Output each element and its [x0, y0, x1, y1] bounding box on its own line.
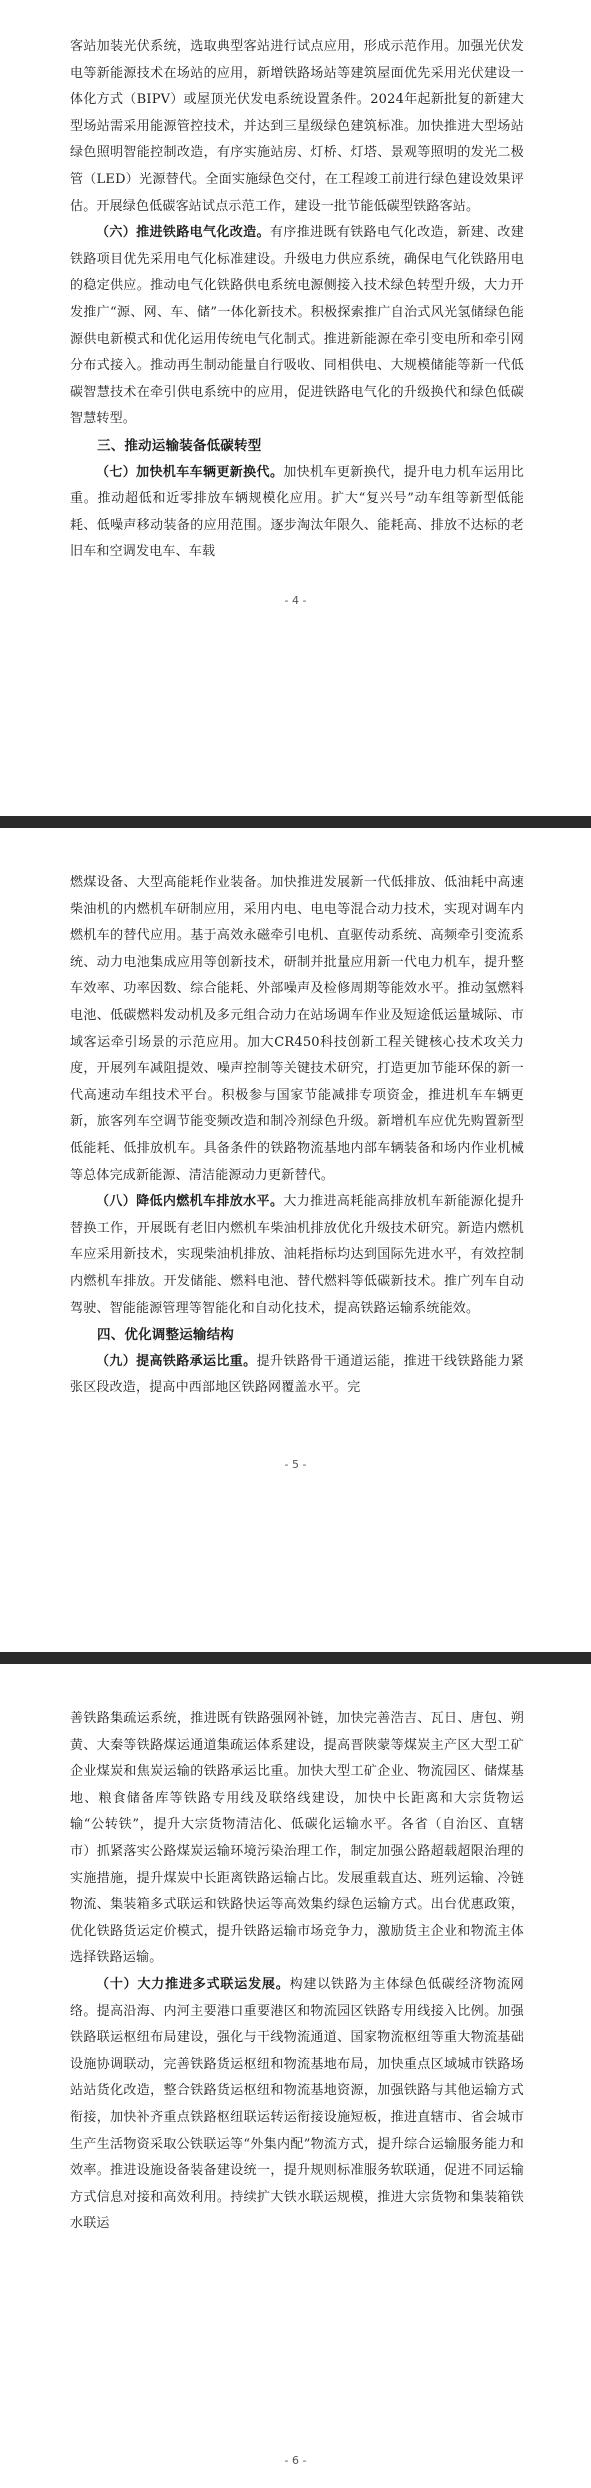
- page-body: [70, 1706, 524, 2238]
- paragraph-continued: 客站加装光伏系统，选取典型客站进行试点应用，形成示范作用。加强光伏发电等新能源技术在场站的应用，新增铁路场站等建筑屋面优先采用光伏建设一体化方式（BIPV）或屋顶光伏发电系统设置条件。2024年起新批复的新建大型场站需采用能源管控技术，并达到三星级绿色建筑标准。加快推进大型场站绿色照明智能控制改造，有序实施站房、灯桥、灯塔、景观等照明的发光二极管（LED）光源替代。全面实施绿色交付，在工程竣工前进行绿色建设效果评估。开展绿色低碳客站试点示范工作，建设一批节能低碳型铁路客站。: [70, 39, 524, 214]
- page-body: [70, 870, 524, 1402]
- page-6: [0, 1664, 591, 2488]
- paragraph-10: [70, 1972, 524, 2238]
- paragraph-text: 加快机车更新换代，提升电力机车运用比重。推动超低和近零排放车辆规模化应用。扩大“复兴号”动车组等新型低能耗、低噪声移动装备的应用范围。逐步淘汰年限久、能耗高、排放不达标的老旧车和空调发电车、车载: [70, 464, 524, 560]
- paragraph-text: 提升铁路骨干通道运能，推进干线铁路能力紧张区段改造，提高中西部地区铁路网覆盖水平。完: [70, 1353, 524, 1396]
- paragraph-lead: （六）推进铁路电气化改造。: [96, 225, 270, 241]
- page-body: [70, 34, 524, 566]
- paragraph-6: [70, 220, 524, 433]
- paragraph-7: [70, 460, 524, 566]
- paragraph-text: 有序推进既有铁路电气化改造，新建、改建铁路项目优先采用电气化标准建设。升级电力供应系统，确保电气化铁路用电的稳定供应。推动电气化铁路供电系统电源侧接入技术绿色转型升级，大力开发推广“源、网、车、储”一体化新技术。积极探索推广自治式风光氢储绿色能源供电新模式和优化运用传统电气化制式。推进新能源在牵引变电所和牵引网分布式接入。推动再生制动能量自行吸收、同相供电、大规模储能等新一代低碳智慧技术在牵引供电系统中的应用，促进铁路电气化的升级换代和绿色低碳智慧转型。: [70, 225, 524, 427]
- page-5: [0, 828, 591, 1652]
- page-4: [0, 0, 591, 816]
- paragraph-lead: （十）大力推进多式联运发展。: [96, 1976, 290, 1992]
- paragraph-lead: （八）降低内燃机车排放水平。: [96, 1194, 284, 1210]
- paragraph-8: [70, 1189, 524, 1322]
- paragraph-continued: 燃煤设备、大型高能耗作业装备。加快推进发展新一代低排放、低油耗中高速柴油机的内燃机车研制应用，采用内电、电电等混合动力技术，实现对调车内燃机车的替代应用。基于高效永磁牵引电机、直驱传动系统、高频牵引变流系统、动力电池集成应用等创新技术，研制并批量应用新一代电力机车，提升整车效率、功率因数、综合能耗、外部噪声及检修周期等能效水平。推动氢燃料电池、低碳燃料发动机及多元组合动力在站场调车作业及短途低运量城际、市域客运牵引场景的示范应用。加大CR450科技创新工程关键核心技术攻关力度，开展列车减阻提效、噪声控制等关键技术研究，打造更加节能环保的新一代高速动车组技术平台。积极参与国家节能减排专项资金，推进机车车辆更新，旅客列车空调节能变频改造和制冷剂绿色升级。新增机车应优先购置新型低能耗、低排放机车。具备条件的铁路物流基地内部车辆装备和场内作业机械等总体完成新能源、清洁能源动力更新替代。: [70, 875, 524, 1183]
- section-heading-4: 四、优化调整运输结构: [97, 1327, 234, 1344]
- page-number: - 4 -: [284, 594, 307, 607]
- page-separator: [0, 816, 591, 828]
- paragraph-text: 大力推进高耗能高排放机车新能源化提升替换工作，开展既有老旧内燃机车柴油机排放优化升级技术研究。新造内燃机车应采用新技术，实现柴油机排放、油耗指标均达到国际先进水平，有效控制内燃机车排放。开发储能、燃料电池、替代燃料等低碳新技术。推广列车自动驾驶、智能能源管理等智能化和自动化技术，提高铁路运输系统能效。: [70, 1194, 524, 1316]
- paragraph-9: [70, 1349, 524, 1402]
- page-number: - 5 -: [284, 1458, 307, 1471]
- paragraph-text: 构建以铁路为主体绿色低碳经济物流网络。提高沿海、内河主要港口重要港区和物流园区铁路专用线接入比例。加强铁路联运枢纽布局建设，强化与干线物流通道、国家物流枢纽等重大物流基础设施协调联动，完善铁路货运枢纽和物流基地布局，加快重点区域城市铁路场站站货化改造，整合铁路货运枢纽和物流基地资源，加强铁路与其他运输方式衔接，加快补齐重点铁路枢纽联运转运衔接设施短板，推进直辖市、省会城市生产生活物资采取公铁联运等“外集内配”物流方式，提升综合运输服务能力和效率。推进设施设备装备建设统一，提升规则标准服务软联通，促进不同运输方式信息对接和高效利用。持续扩大铁水联运规模，推进大宗货物和集装箱铁水联运: [70, 1976, 524, 2232]
- page-separator: [0, 1652, 591, 1664]
- paragraph-lead: （七）加快机车车辆更新换代。: [96, 464, 284, 480]
- section-heading-3: 三、推动运输装备低碳转型: [97, 437, 262, 454]
- paragraph-continued: 善铁路集疏运系统，推进既有铁路强网补链，加快完善浩吉、瓦日、唐包、朔黄、大秦等铁路煤运通道集疏运体系建设，提高晋陕蒙等煤炭主产区大型工矿企业煤炭和焦炭运输的铁路承运比重。加快大型工矿企业、物流园区、储煤基地、粮食储备库等铁路专用线及联络线建设，加快中长距离和大宗货物运输“公转铁”，提升大宗货物清洁化、低碳化运输水平。各省（自治区、直辖市）抓紧落实公路煤炭运输环境污染治理工作，制定加强公路超载超限治理的实施措施，提升煤炭中长距离铁路运输占比。发展重载直达、班列运输、冷链物流、集装箱多式联运和铁路快运等高效集约绿色运输方式。出台优惠政策，优化铁路货运定价模式，提升铁路运输市场竞争力，激励货主企业和物流主体选择铁路运输。: [70, 1711, 524, 1966]
- page-number: - 6 -: [284, 2454, 307, 2467]
- paragraph-lead: （九）提高铁路承运比重。: [96, 1353, 257, 1369]
